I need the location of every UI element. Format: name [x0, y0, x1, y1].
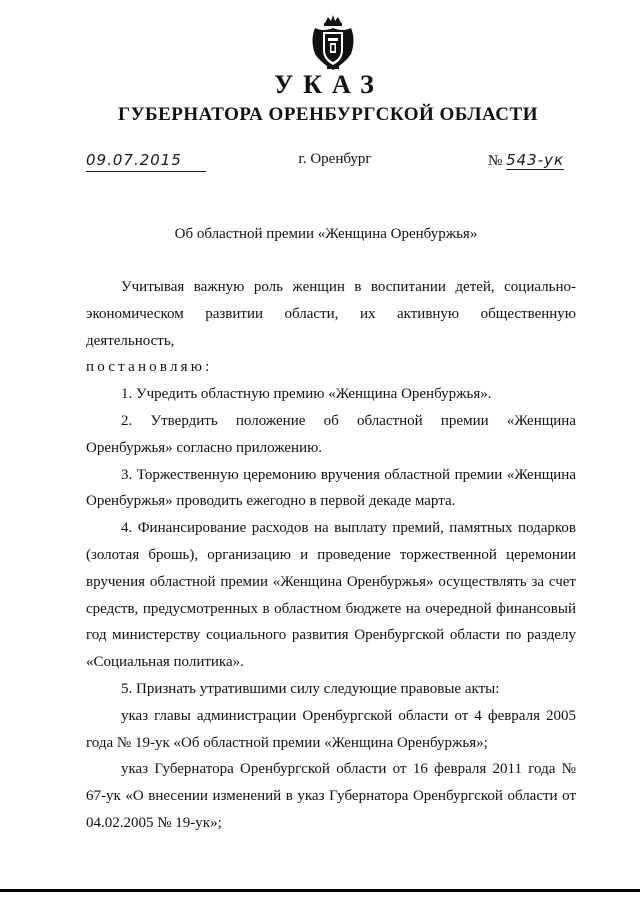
document-subject: Об областной премии «Женщина Оренбуржья» — [174, 226, 478, 242]
coat-of-arms-icon — [310, 14, 356, 72]
signed-date: 09.07.2015 — [86, 151, 182, 169]
item-paragraph: 3. Торжественную церемонию вручения областной премии «Женщина Оренбуржья» проводить ежегодно в первой декаде марта. — [86, 466, 576, 510]
city: г. Оренбург — [298, 151, 372, 167]
decree-word: постановляю: — [86, 359, 213, 376]
page-bottom-rule — [0, 889, 640, 892]
date-underline — [86, 171, 206, 172]
item-paragraph: 4. Финансирование расходов на выплату премий, памятных подарков (золотая брошь), организацию и проведение торжественной церемонии вручения областной премии «Женщина Оренбуржья» осуществлять за счет средств, предусмотренных в областном бюджете на очередной финансовый год министерству социального развития Оренбургской области по разделу «Социальная политика». — [86, 520, 576, 671]
item-paragraph: 2. Утвердить положение об областной премии «Женщина Оренбуржья» согласно приложению. — [86, 412, 576, 456]
number-sign: № — [488, 153, 503, 169]
issuer-title: ГУБЕРНАТОРА ОРЕНБУРГСКОЙ ОБЛАСТИ — [118, 104, 538, 125]
document-body — [86, 274, 576, 837]
preamble-paragraph: Учитывая важную роль женщин в воспитании детей, социально-экономическом развитии области, их активную общественную деятельность, — [86, 279, 576, 349]
item-paragraph: 5. Признать утратившими силу следующие правовые акты: — [121, 680, 500, 697]
document-title: УКАЗ — [274, 70, 384, 99]
repealed-act-paragraph: указ Губернатора Оренбургской области от 16 февраля 2011 года № 67-ук «О внесении изменений в указ Губернатора Оренбургской области от 04.02.2005 № 19-ук»; — [86, 761, 576, 831]
repealed-act-paragraph: указ главы администрации Оренбургской области от 4 февраля 2005 года № 19-ук «Об областной премии «Женщина Оренбуржья»; — [86, 707, 576, 751]
document-number: 543-ук — [506, 151, 565, 169]
number-field — [488, 151, 578, 170]
item-paragraph: 1. Учредить областную премию «Женщина Оренбуржья». — [121, 386, 492, 403]
